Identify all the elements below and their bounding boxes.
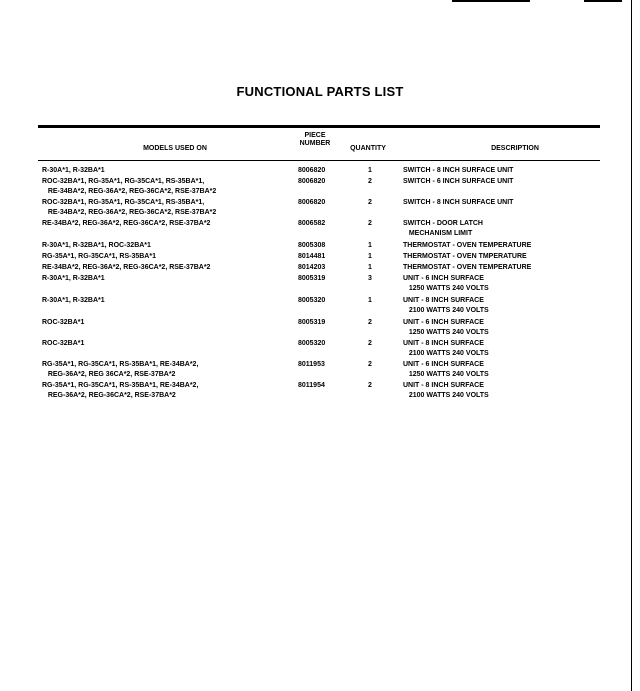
models-cell: ROC-32BA*1, RG-35A*1, RG-35CA*1, RS-35BA*1, RE-34BA*2, REG-36A*2, REG-36CA*2, RSE-37BA*2 [42, 178, 217, 195]
models-cell: RG-35A*1, RG-35CA*1, RS-35BA*1, RE-34BA*2, REG-36A*2, REG-36CA*2, RSE-37BA*2 [42, 382, 199, 399]
models-cell: ROC-32BA*1 [42, 319, 85, 326]
column-header-piece-number: PIECE NUMBER [299, 132, 331, 147]
piece-number-cell: 8006820 [298, 178, 326, 185]
quantity-cell: 1 [368, 264, 372, 271]
description-cell: UNIT - 8 INCH SURFACE 2100 WATTS 240 VOLTS [403, 340, 489, 357]
piece-number-cell: 8005308 [298, 242, 326, 249]
models-cell: R-30A*1, R-32BA*1, ROC-32BA*1 [42, 242, 151, 249]
piece-number-cell: 8011954 [298, 382, 325, 389]
top-edge-mark [452, 0, 530, 2]
piece-number-cell: 8014203 [298, 264, 326, 271]
piece-number-cell: 8006582 [298, 220, 326, 227]
description-cell: UNIT - 8 INCH SURFACE 2100 WATTS 240 VOLTS [403, 382, 489, 399]
description-cell: THERMOSTAT - OVEN TMPERATURE [403, 253, 527, 260]
quantity-cell: 2 [368, 340, 372, 347]
quantity-cell: 2 [368, 382, 372, 389]
models-cell: RE-34BA*2, REG-36A*2, REG-36CA*2, RSE-37BA*2 [42, 220, 211, 227]
page-title: FUNCTIONAL PARTS LIST [236, 84, 404, 99]
piece-number-cell: 8014481 [298, 253, 326, 260]
quantity-cell: 1 [368, 242, 372, 249]
piece-number-cell: 8006820 [298, 167, 326, 174]
piece-number-cell: 8005320 [298, 297, 326, 304]
models-cell: RG-35A*1, RG-35CA*1, RS-35BA*1, RE-34BA*2, REG-36A*2, REG 36CA*2, RSE-37BA*2 [42, 361, 199, 378]
quantity-cell: 2 [368, 361, 372, 368]
piece-number-cell: 8005319 [298, 275, 326, 282]
piece-number-cell: 8006820 [298, 199, 326, 206]
quantity-cell: 1 [368, 253, 372, 260]
quantity-cell: 1 [368, 297, 372, 304]
column-header-models: MODELS USED ON [143, 145, 207, 152]
quantity-cell: 1 [368, 167, 372, 174]
models-cell: ROC-32BA*1 [42, 340, 85, 347]
column-header-quantity: QUANTITY [350, 145, 386, 152]
header-top-rule [38, 125, 600, 128]
quantity-cell: 3 [368, 275, 372, 282]
description-cell: SWITCH - 8 INCH SURFACE UNIT [403, 167, 514, 174]
piece-number-cell: 8005320 [298, 340, 326, 347]
models-cell: ROC-32BA*1, RG-35A*1, RG-35CA*1, RS-35BA*1, RE-34BA*2, REG-36A*2, REG-36CA*2, RSE-37BA*2 [42, 199, 217, 216]
models-cell: R-30A*1, R-32BA*1 [42, 275, 105, 282]
models-cell: RG-35A*1, RG-35CA*1, RS-35BA*1 [42, 253, 156, 260]
quantity-cell: 2 [368, 199, 372, 206]
models-cell: R-30A*1, R-32BA*1 [42, 297, 105, 304]
right-border-line [631, 0, 632, 691]
piece-number-cell: 8005319 [298, 319, 326, 326]
description-cell: UNIT - 6 INCH SURFACE 1250 WATTS 240 VOLTS [403, 319, 489, 336]
description-cell: UNIT - 6 INCH SURFACE 1250 WATTS 240 VOLTS [403, 361, 489, 378]
description-cell: SWITCH - 6 INCH SURFACE UNIT [403, 178, 514, 185]
top-edge-mark [584, 0, 622, 2]
quantity-cell: 2 [368, 319, 372, 326]
header-bottom-rule [38, 160, 600, 161]
models-cell: RE-34BA*2, REG-36A*2, REG-36CA*2, RSE-37BA*2 [42, 264, 211, 271]
description-cell: SWITCH - 8 INCH SURFACE UNIT [403, 199, 514, 206]
description-cell: UNIT - 6 INCH SURFACE 1250 WATTS 240 VOLTS [403, 275, 489, 292]
description-cell: THERMOSTAT - OVEN TEMPERATURE [403, 264, 532, 271]
quantity-cell: 2 [368, 220, 372, 227]
description-cell: UNIT - 8 INCH SURFACE 2100 WATTS 240 VOLTS [403, 297, 489, 314]
description-cell: SWITCH - DOOR LATCH MECHANISM LIMIT [403, 220, 483, 237]
column-header-description: DESCRIPTION [491, 145, 539, 152]
piece-number-cell: 8011953 [298, 361, 325, 368]
description-cell: THERMOSTAT - OVEN TEMPERATURE [403, 242, 532, 249]
quantity-cell: 2 [368, 178, 372, 185]
models-cell: R-30A*1, R-32BA*1 [42, 167, 105, 174]
